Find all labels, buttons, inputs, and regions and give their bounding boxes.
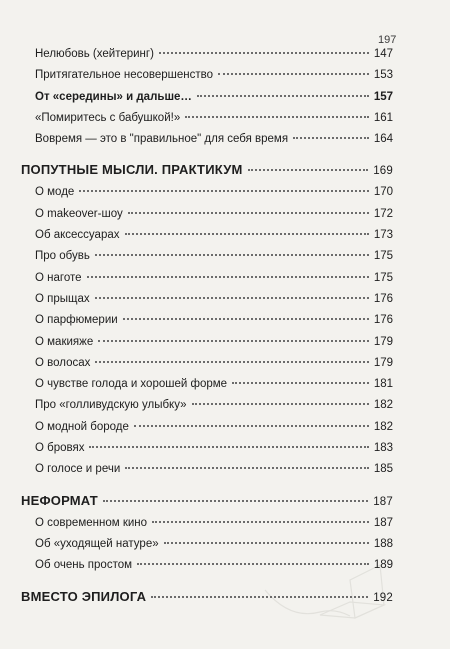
toc-entry-label: О прыщах [35, 292, 90, 305]
toc-entry-page: 183 [373, 442, 393, 455]
leader-dots [232, 382, 369, 384]
toc-section-epilogue [21, 588, 393, 611]
toc-entry-label: Притягательное несовершенство [35, 69, 214, 82]
leader-dots [98, 340, 369, 342]
toc-entry-label: О моде [35, 186, 75, 199]
toc-entry-page: 181 [373, 378, 393, 391]
toc-entry-label: О бровях [35, 442, 85, 455]
leader-dots [218, 73, 369, 75]
toc-entry-page: 170 [373, 186, 393, 199]
toc-entry-page: 176 [373, 314, 393, 327]
section-heading[interactable] [21, 589, 393, 611]
toc-entry[interactable] [35, 91, 393, 112]
toc-entry-label: Про «голливудскую улыбку» [35, 399, 187, 412]
toc-entry-page: 157 [373, 90, 393, 103]
toc-entry-label: Об очень простом [35, 559, 133, 572]
leader-dots [134, 425, 369, 427]
toc-entry[interactable] [35, 421, 393, 442]
toc-entry-page: 188 [373, 537, 393, 550]
leader-dots [95, 297, 369, 299]
toc-entry-label: О парфюмерии [35, 314, 118, 327]
toc-entry-label: О makeover-шоу [35, 207, 123, 220]
leader-dots [248, 169, 369, 171]
toc-entry[interactable] [35, 538, 393, 559]
toc-entry[interactable] [35, 229, 393, 250]
toc-entry-page: 172 [373, 207, 393, 220]
toc-entry[interactable] [35, 559, 393, 580]
toc-entry-page: 185 [373, 463, 393, 476]
section-heading-label: ВМЕСТО ЭПИЛОГА [21, 588, 147, 604]
toc-entry[interactable] [35, 48, 393, 69]
toc-entry-label: Нелюбовь (хейтеринг) [35, 48, 154, 60]
toc-entry[interactable] [35, 399, 393, 420]
section-heading-label: НЕФОРМАТ [21, 492, 98, 508]
toc-entry-page: 175 [373, 250, 393, 263]
section-heading-page: 192 [373, 591, 393, 604]
leader-dots [137, 563, 369, 565]
toc-entry[interactable] [35, 314, 393, 335]
page-number: 197 [378, 34, 397, 46]
toc-entry-page: 179 [373, 356, 393, 369]
leader-dots [151, 596, 368, 598]
toc-entry[interactable] [35, 208, 393, 229]
toc-entry[interactable] [35, 336, 393, 357]
toc-entry-label: О современном кино [35, 516, 148, 529]
toc-entry-label: От «середины» и дальше… [35, 90, 192, 103]
toc-entry-page: 153 [373, 69, 393, 82]
toc-entry[interactable] [35, 133, 393, 154]
toc-entry-label: О модной бороде [35, 420, 129, 433]
toc-entry-label: Про обувь [35, 250, 90, 263]
leader-dots [152, 521, 369, 523]
toc-entry[interactable] [35, 186, 393, 207]
leader-dots [128, 212, 369, 214]
toc-entry[interactable] [35, 250, 393, 271]
toc-entry-label: О волосах [35, 356, 91, 369]
toc-entry-label: О наготе [35, 271, 82, 284]
toc-entry-page: 147 [373, 48, 393, 60]
toc-entry-page: 161 [373, 111, 393, 124]
table-of-contents [21, 48, 393, 619]
leader-dots [89, 446, 368, 448]
section-heading-page: 187 [373, 495, 393, 508]
toc-entry-label: «Помиритесь с бабушкой!» [35, 111, 181, 124]
leader-dots [123, 318, 369, 320]
toc-section-continued [35, 48, 393, 154]
toc-entry[interactable] [35, 69, 393, 90]
toc-entry-page: 173 [373, 229, 393, 242]
toc-entry-page: 175 [373, 271, 393, 284]
leader-dots [87, 276, 369, 278]
toc-entry[interactable] [35, 463, 393, 484]
toc-entry-page: 164 [373, 133, 393, 146]
toc-entry-page: 179 [373, 335, 393, 348]
toc-entry-page: 187 [373, 516, 393, 529]
leader-dots [95, 361, 368, 363]
toc-entry[interactable] [35, 293, 393, 314]
leader-dots [125, 467, 369, 469]
toc-entry[interactable] [35, 272, 393, 293]
toc-entry-label: Об «уходящей натуре» [35, 537, 159, 550]
leader-dots [192, 403, 369, 405]
leader-dots [197, 95, 369, 97]
toc-entry-label: О макияже [35, 335, 94, 348]
toc-entry[interactable] [35, 442, 393, 463]
toc-entry[interactable] [35, 378, 393, 399]
toc-entry[interactable] [35, 112, 393, 133]
leader-dots [185, 116, 369, 118]
section-heading[interactable] [21, 493, 393, 515]
toc-entry[interactable] [35, 357, 393, 378]
leader-dots [159, 52, 369, 54]
toc-entry-label: О чувстве голода и хорошей форме [35, 378, 228, 391]
toc-entry-page: 189 [373, 559, 393, 572]
leader-dots [79, 190, 369, 192]
leader-dots [103, 500, 368, 502]
toc-entry-page: 182 [373, 399, 393, 412]
section-heading-label: ПОПУТНЫЕ МЫСЛИ. ПРАКТИКУМ [21, 162, 243, 178]
leader-dots [95, 254, 369, 256]
leader-dots [125, 233, 369, 235]
section-heading-page: 169 [373, 165, 393, 178]
toc-entry-label: Вовремя — это в "правильное" для себя время [35, 133, 289, 146]
toc-entry[interactable] [35, 517, 393, 538]
leader-dots [293, 137, 369, 139]
toc-section-practicum [21, 162, 393, 484]
toc-entry-label: О голосе и речи [35, 463, 121, 476]
toc-entry-page: 176 [373, 292, 393, 305]
toc-entry-label: Об аксессуарах [35, 229, 120, 242]
section-heading[interactable] [21, 162, 393, 184]
toc-entry-page: 182 [373, 420, 393, 433]
leader-dots [164, 542, 369, 544]
toc-section-neformat [21, 492, 393, 581]
